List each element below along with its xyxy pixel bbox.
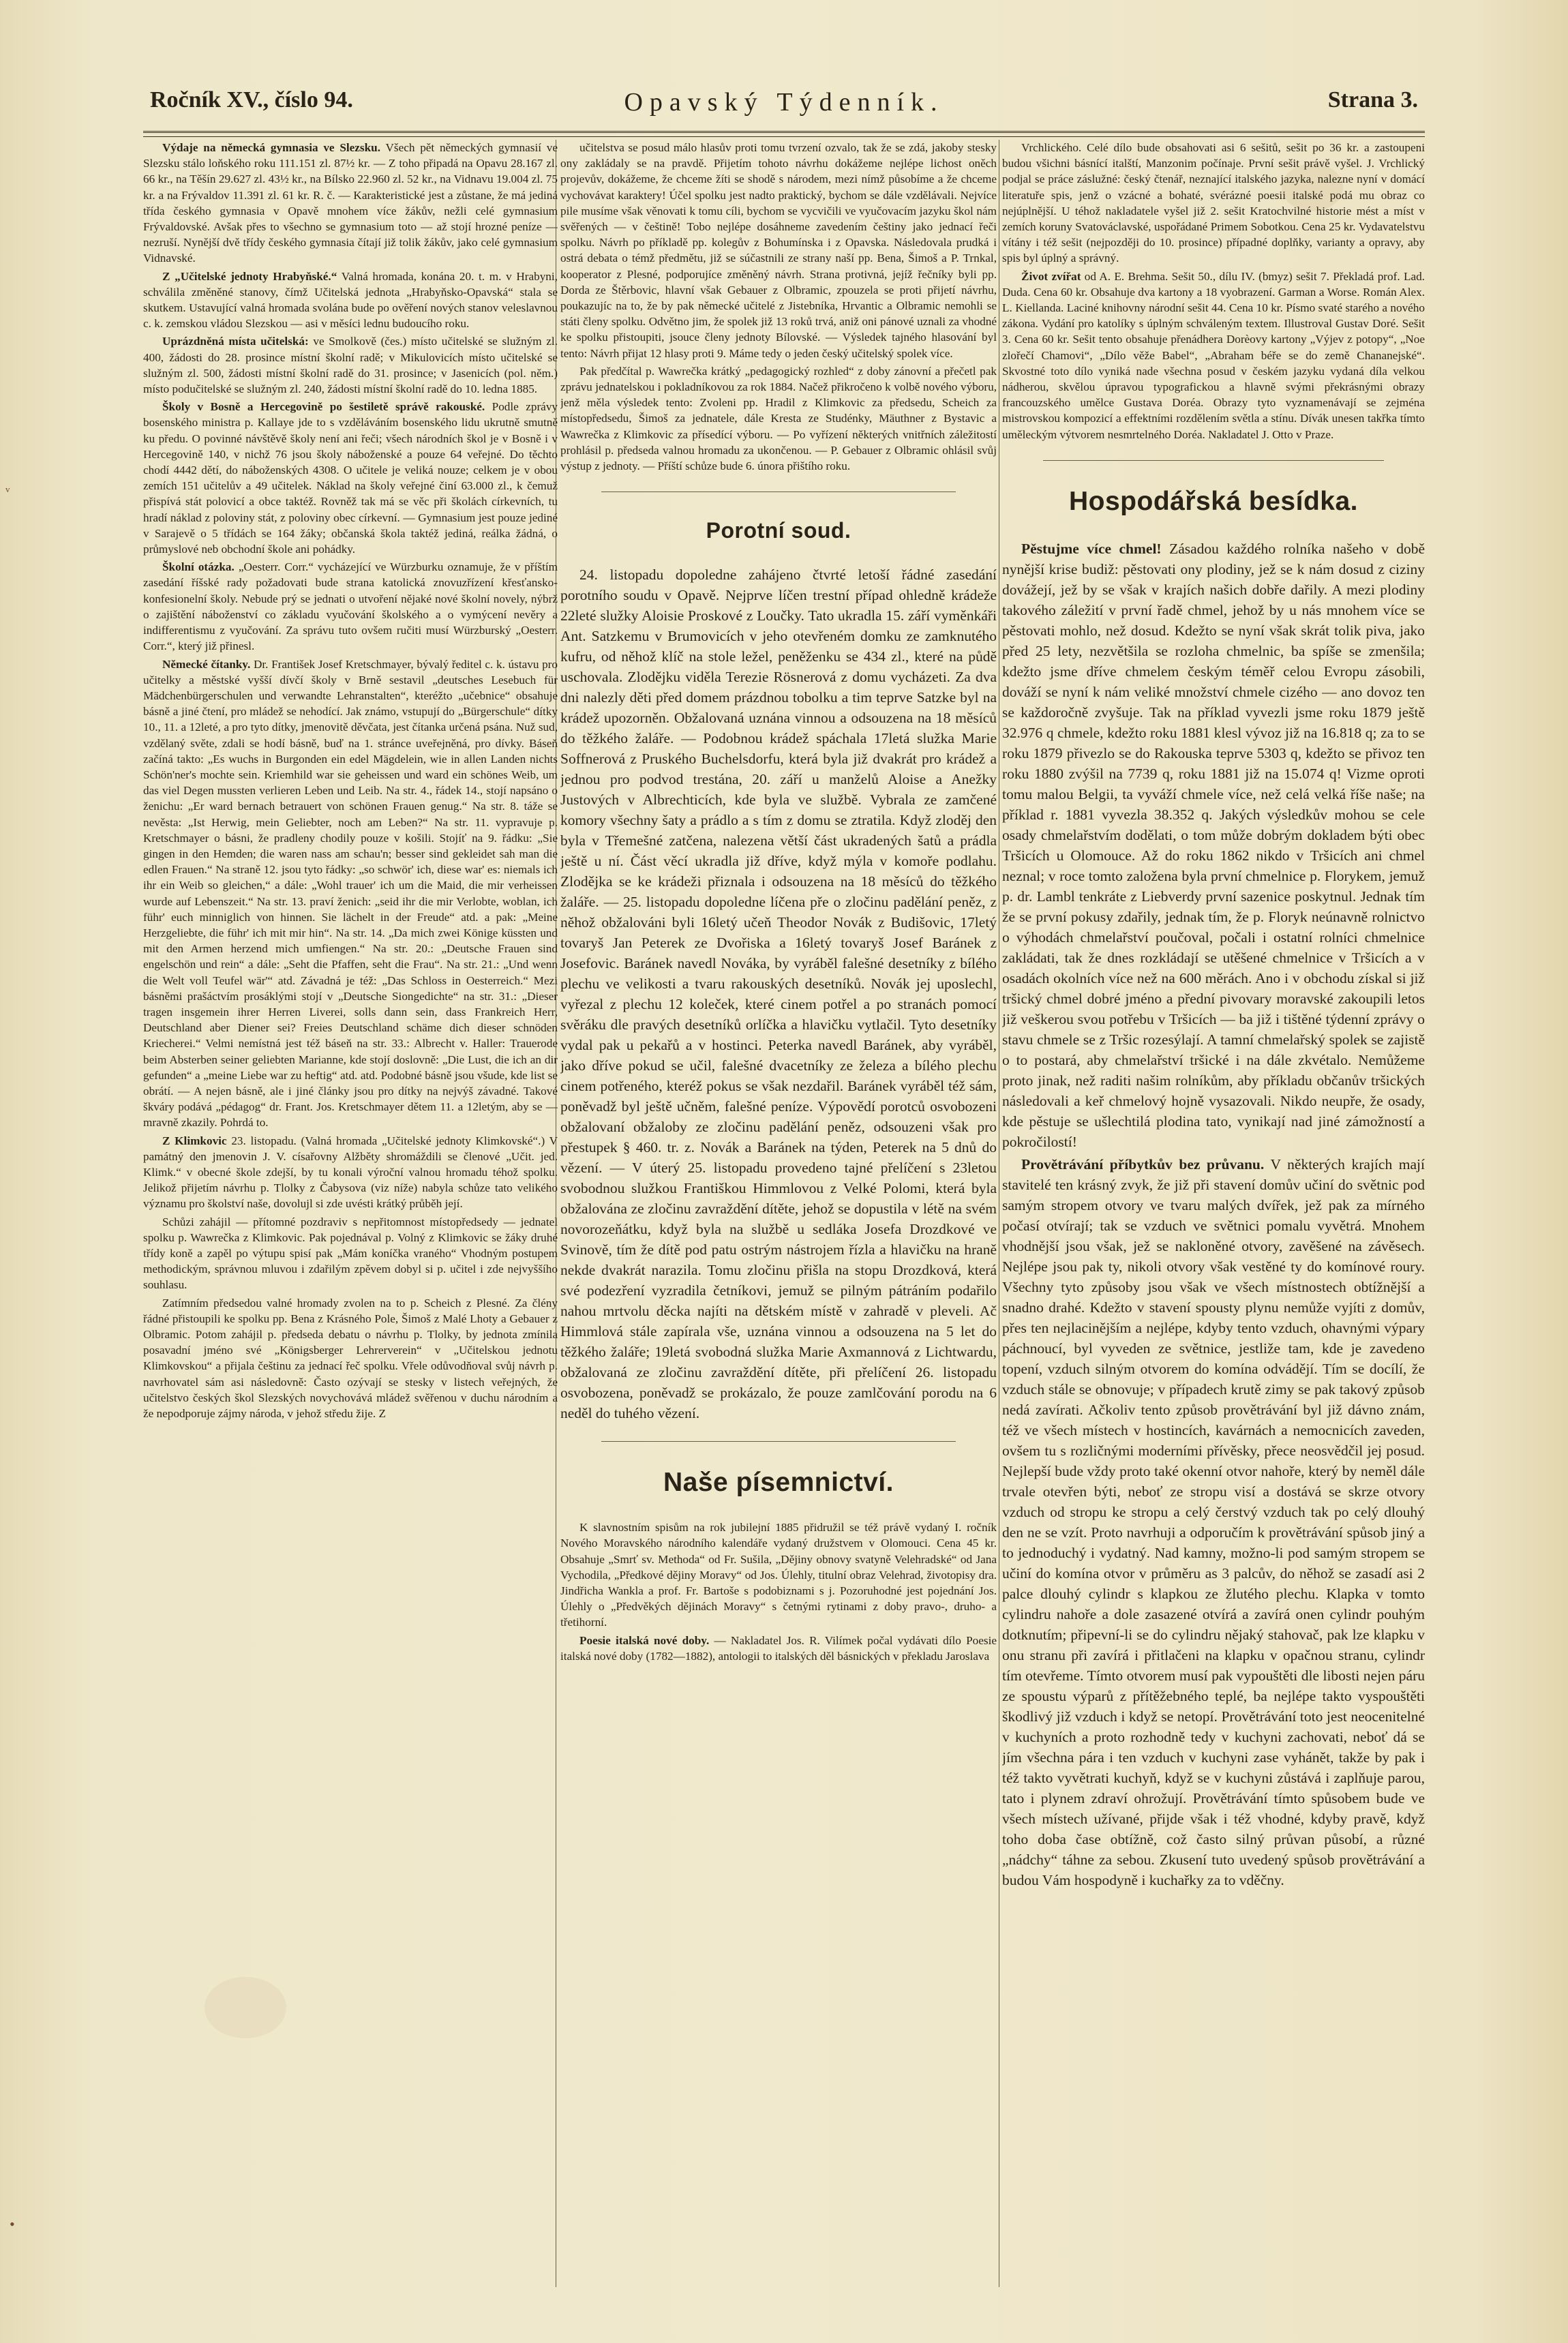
article-text: Podle zprávy bosenského ministra p. Kallaye jde to s vzděláváním bosenského lidu ukrutně smutně ku předu. O povinné návštěvě školy není ani řeči; všech národních škol je v Bosně i v Hercegovině 140, v nichž 76 jsou školy náboženské a pouze 64 veřejné. Do těchto chodí 4442 dětí, do náboženských 4308. O učitele je veliká nouze; celkem je v obou zemích 151 učitelův a 49 učitelek. Náklad na školy veřejné činí 63.000 zl., k čemuž přispívá stát polovicí a obce taktéž. Rovněž tak má se věc při školách církevních, tu hradí náklad z poloviny stát, z poloviny obec církevní. — Gymnasium jest pouze jediné v Sarajevě o 5 třídách se 164 žáky; občanská škola taktéž jediná, reálka žádná, o průmyslové neb obchodní škole ani pohádky.	[143, 400, 558, 556]
article-headline: Život zvířat	[1021, 269, 1081, 283]
article-headline: Výdaje na německá gymnasia ve Slezsku.	[162, 141, 381, 154]
section-heading: Naše písemnictví.	[663, 1468, 894, 1498]
article-text: Zásadou každého rolníka našeho v době nynější krise budiž: pěstovati ony plodiny, jež se k nám dosud z ciziny dovážejí, jež by se však v krajích našich dobře dařily. A mezi plodiny takového záležití v první řadě chmel, jehož by u nás mnohem více se pěstovati mohlo, než dosud. Kdežto se nyní však skrát tolik piva, jako před 25 lety, nezvětšila se rozloha chmelnic, ba spíše se zmenšila; kdežto jsme dříve chmelem českým téměř celou Evropu zásobili, dováží se nyní k nám veliké množství chmele cizého — ano dovoz ten se každoročně zvyšuje. Tak na příklad vyvezli jsme roku 1879 ještě 32.976 q chmele, kdežto roku 1881 klesl vývoz již na 16.818 q; za to se roku 1879 přivezlo se do Rakouska teprve 5303 q, kdežto se přivoz ten roku 1880 zvýšil na 7739 q, roku 1881 již na 15.074 q! Vizme oproti tomu malou Belgii, ta vyváží chmele více, než celá velká říše naše; na příklad r. 1881 vyvezla 38.352 q. Jakých výsledkův mohou se cele osady chmelařstvím dodělati, o tom může dobrým dokladem býti obec Tršicích u Olomouce. Až do roku 1862 nikdo v Tršicích ani chmel neznal; v roce tomto založena byla první chmelnice p. Florykem, jemuž p. dr. Lambl tenkráte z Liebverdy první sazenice poskytnul. Jednak tím že se první pokusy zdařily, jednak tím, že p. Floryk neúnavně rolnictvo o výhodách chmelařství poučoval, počali i ostatní rolníci chmelnice zakládati, tak že dnes rozkládají se utěšené chmelnice v Tršicích a v osadách okolních více než na 600 měrách. Ano i v obchodu získal si již tršický chmel dobré jméno a přední pivovary moravské zakoupili letos již veškerou svou potřebu v Tršicích — ba již i tištěné týdenní zprávy o stavu chmele se z Tršic rozesýlají. A tamní chmelařský spolek se zajistě o to postará, aby chmelařství tršické i na dále zkvétalo. Nemůžeme proto jinak, než raditi našim rolníkům, aby příkladu občanův tršických následovali a keř chmelový hojně vysazovali. Nikdo neupře, že osady, kde pěstuje se ušlechtilá plodina tato, vynikají nad jiné zámožností a pokročilostí!	[1002, 540, 1425, 1150]
article-paragraph	[143, 559, 558, 654]
margin-mark: ᵥ	[5, 477, 10, 494]
article-text: Valná hromada, konána 20. t. m. v Hrabyni, schválila změněné stanovy, čímž Učitelská jednota „Hrabyňsko-Opavská“ stala se skutkem. Ustavující valná hromada svolána bude po ověření nových stanov veleslavnou c. k. zemskou vládou Slezskou — asi v měsíci lednu budoucího roku.	[143, 269, 558, 331]
section-heading: Porotní soud.	[706, 518, 851, 543]
article-paragraph	[143, 1133, 558, 1212]
article-paragraph	[1002, 1154, 1425, 1890]
article-text: Pak předčítal p. Wawrečka krátký „pedagogický rozhled“ z doby zánovní a přečetl pak zprávu jednatelskou i pokladníkovou za rok 1884. Načež přikročeno k volbě nového výboru, jenž měla výsledek tento: Zvoleni pp. Hradil z Klimkovic za předsedu, Scheich za místopředsedu, Šimoš za jednatele, dále Kresta ze Studénky, Mäuthner z Bystavic a Wawrečka z Klimkovic za přísedící výboru. — Po vyřízení některých vnitřních záležitostí prohlásil p. předseda valnou hromadu za ukončenou. — P. Gebauer z Olbramic ohlásil svůj výstup z jednoty. — Příští schůze bude 6. února přištího roku.	[560, 364, 997, 473]
article-text: Zatímním předsedou valné hromady zvolen na to p. Scheich z Plesné. Za člény řádné přistoupili ke spolku pp. Bena z Krásného Pole, Šimoš z Malé Lhoty a Gebauer z Olbramic. Potom zahájil p. předseda debatu o návrhu p. Tlolky, by jednota zmínila posavadní jméno své „Königsberger Lehrerverein“ v „Učitelskou jednotu Klimkovskou“ a přijala češtinu za jednací řeč spolku. Vřele odůvodňoval svůj návrh p. navrhovatel sám asi následovně: Často ozývají se stesky v listech veřejných, že učitelstvo českých škol Slezských novychovává mládež svěřenou v duchu národním a že nepodporuje zájmy národa, v jehož středu žije. Z	[143, 1296, 558, 1421]
article-text: — Nakladatel Jos. R. Vilímek počal vydávati dílo Poesie italská nové doby (1782—1882), antologii to italských děl básnických v překladu Jaroslava	[560, 1633, 997, 1663]
article-headline: Z Klimkovic	[162, 1134, 227, 1147]
article-text: K slavnostním spisům na rok jubilejní 1885 přidružil se též právě vydaný I. ročník Nového Moravského národního kalendáře vydaný družstvem v Olomouci. Cena 45 kr. Obsahuje „Smrť sv. Methoda“ od Fr. Sušila, „Dějiny obnovy svatyně Velehradské“ od Jana Vychodila, „Předkové dějiny Moravy“ od Jos. Úlehly, titulní obraz Velehrad, životopisy dra. Jindřicha Wankla a prof. Fr. Bartoše s podobiznami s j. Pozoruhodné jest pojednání Jos. Úlehly o „Předvěkých dějinách Moravy“ s četnými rytinami z doby pravo-, druho- a třetihorní.	[560, 1521, 997, 1629]
article-paragraph	[1002, 539, 1425, 1152]
article-paragraph	[560, 1633, 997, 1664]
article-paragraph	[143, 1295, 558, 1422]
article-headline: Německé čítanky.	[162, 657, 251, 671]
column-middle	[560, 140, 997, 2287]
column-right	[1002, 140, 1425, 2287]
article-text: ve Smolkově (čes.) místo učitelské se služným zl. 400, žádosti do 28. prosince místní školní radě; v Mikulovicích místo učitelské se služným zl. 500, žádosti místní školní radě do 31. prosince; v Jasenicích (pol. něm.) místo podučitelské se služným zl. 240, žádosti místní školní radě do 10. ledna 1885.	[143, 335, 558, 396]
article-paragraph	[143, 1214, 558, 1293]
article-text: 23. listopadu. (Valná hromada „Učitelské jednoty Klimkovské“.) V památný den jmenovin J. V. císařovny Alžběty shromáždili se členové „Učit. jed. Klimk.“ v obecné škole zdejší, by tu konali výroční valnou hromadu téhož spolku. Jelikož přijetím návrhu p. Tlolky z Čabysova (viz níže) nabyla schůze tato velikého významu pro školství naše, dovolujl si zde uvésti krátký průběh její.	[143, 1134, 558, 1211]
article-headline: Uprázdněná místa učitelská:	[162, 335, 309, 348]
article-paragraph	[1002, 140, 1425, 267]
article-text: Schůzi zahájil — přítomné pozdraviv s nepřitomnost místopředsedy — jednatel spolku p. Wawrečka z Klimkovic. Pak pojednával p. Volný z Klimkovic se žáky druhé třídy koně a zapěl po výtupu spisí pak „Mám koníčka vraného“ Vhodným postupem methodickým, správnou mluvou i zdařilým zpěvem dobyl si p. učitel i zde nejvyššího souhlasu.	[143, 1215, 558, 1292]
article-paragraph	[560, 140, 997, 361]
article-paragraph	[560, 1520, 997, 1630]
article-paragraph	[143, 269, 558, 332]
article-paragraph	[1002, 269, 1425, 442]
article-text: 24. listopadu dopoledne zahájeno čtvrté letoší řádné zasedání porotního soudu v Opavě. Nejprve líčen trestní případ ohledně krádeže 22leté služky Aloisie Proskové z Loučky. Tato ukradla 15. září vyměnkáři Ant. Satzkemu v Brumovicích v jeho otevřeném domku ze zamknutého kufru, od něhož klíč na stole ležel, peněženku se 434 zl., které na půdě uschovala. Zlodějku viděla Terezie Rösnerová z domu vycházeti. Za dva dni nalezly děti před domem prázdnou tobolku a tim teprve Satzke byl na krádež upozorněn. Obžalovaná uznána vinnou a odsouzena na 18 měsíců do těžkého žaláře. — Podobnou krádež spáchala 17letá služka Marie Soffnerová z Pruského Buchelsdorfu, která byla již dvakrát pro krádež a jednou pro podvod trestána, 20. září u manželů Aloise a Anežky Justových v Albrechticích, kde byla ve službě. Vybrala ze zamčené komory všechny šaty a prádlo a s tím z domu se ztratila. Když zloděj den byla v Třemešné zatčena, nalezena větší část ukradených šatů a prádla ještě u ní. Část věcí ukradla již dříve, když mýla v komoře podlahu. Zlodějka se ke krádeži přiznala i odsouzena na 18 měsíců do těžkého žaláře. — 25. listopadu dopoledne líčena pře o zločinu padělání peněz, z něhož obžalováni byli 16letý učeň Theodor Novák z Budišovic, 17letý tovaryš Jan Peterek ze Dvořiska a 16letý tovaryš Josef Baránek z Josefovic. Baránek navedl Nováka, by vyráběl falešné desetníky z bílého plechu ve velikosti a tvaru rakouských desetníků. Novák jej uposlechl, vyřezal z plechu 12 koleček, které cinem potřel a po stranách pomocí svěráku dle pravých desetníků orlíčka a hlavičku vytlačil. Tyto desetníky vydal pak u pekařů a v hostinci. Peterka navedl Baránek, aby vyráběl, jako dříve pokud se učil, falešné dvacetníky ze železa a bílého plechu cinem potřeného, kteréž pokus se však nezdařil. Baránek vyráběl též sám, poněvadž byl ještě učněm, falešné peníze. Výpovědí porotců osvobozeni obžalovaní obžaloby ze zločinu padělání peněz, odsouzeni však pro přestupek § 460. tr. z. Novák a Baránek na týden, Peterek na 5 dnů do vězení. — V úterý 25. listopadu provedeno tajné přelíčení s 23letou svobodnou služkou Františkou Himmlovou z Velké Polomi, která byla obžalována ze zločinu zavraždění dítěte, jehož se dopustila v létě na svém novorozeňátku, když byla na službě u sedláka Josefa Drozdkové ve Svinově, tím že dítě pod patu ostrým nástrojem řízla a hlavičku na hraně nekde dvakrát narazila. Tomu zločinu přišla na stopu Drozdková, která své podezření vyzradila četníkovi, jemuž se pilným pátráním podařilo nahou mrtvolu děcka najíti na dětském místě v zahradě v pleveli. Ač Himmlová stále zapírala vše, uznána vinnou a odsouzena na 5 let do těžkého žaláře; 19letá svobodná služka Marie Axmannová z Lichtwardu, obžalovaná ze zločinu zavraždění dítěte, při přelíčení 26. listopadu osvobozena, poněvadž se prokázalo, že pouze zamlčování porodu na 6 neděl do tuhého vězení.	[560, 566, 997, 1422]
article-headline: Školy v Bosně a Hercegovině po šestiletě správě rakouské.	[162, 400, 485, 414]
section-heading: Hospodářská besídka.	[1069, 486, 1358, 516]
article-paragraph	[560, 363, 997, 474]
header-rule	[143, 131, 1425, 137]
newspaper-title: Opavský Týdenník.	[624, 88, 944, 117]
article-text: V některých krajích mají stavitelé ten krásný zvyk, že již při stavení domův učiní do světnic pod samým stropem otvory ve tvaru malých dvířek, jež pak za mírného počasí otvírají; tak se vzduch ve světnici pomalu vyvětrá. Mnohem vhodnější jsou však, jež se nakloněné otvory, zavěšené na závěsech. Nejlépe jsou pak ty, nikoli otvory však vestěné ty do komínové roury. Všechny tyto způsoby jsou však ve všech místnostech obtížnější a snadno drahé. Kdežto v stavení spousty plynu nemůže vyjíti z domův, přes ten nejlacinějším a nejlépe, kdyby tento vzduch, ohavnými výpary páchnoucí, byl vyveden ze světnice, jestliže tam, kde je zavedeno topení, vzduch silným otvorem do komína odvádějí. Tím se docílí, že vzduch stále se obnovuje; v případech krutě zimy se pak takový způsob nedá zavírati. Ačkoliv tento způsob provětrávání byl již dávno znám, též ve všech místech v hostincích, kavárnách a nemocnicích zaveden, ovšem tu s rozličnými moderními přívěsky, přece neosvědčil jej posud. Nejlepší bude vždy proto také okenní otvor nahoře, který by neměl dále trvale otevřen býti, neboť ze stropu visí a dostává se skrze otvory vzduch od stropu ke stropu a celý čerstvý vzduch tak po celý dlouhý den ne se vzít. Proto navrhuji a odporučím k provětrávání spůsob jiný a to jednoduchý i vydatný. Nad kamny, možno-li pod samým stropem se učiní do komína otvor v průměru as 3 palcův, do něhož se zasadí asi 2 palce dlouhý cylindr s klapkou ze žlutého plechu. Klapka v tomto cylindru nahoře a dole zasazené otvírá a zavírá onen cylindr pouhým dotknutím; připevní-li se do cylindru nějaký stahovač, pak lze klapku v onu stranu při zavírá i přitlačeni na klapku v opačnou stranu, cylindr tím otevřeme. Tímto otvorem musí pak vypouštěti dle libosti nejen páru ze spoustu výparů z přítěžebného teplé, ba nejlépe takto vyspouštěti škodlivý již vzduch i když se netopí. Provětrávání toto jest neocenitelné v kuchyních a proto rozhodně tedy v kuchyni zachovati, neboť dá se jím všechna pára i ten vzduch v kuchyni zase vyhánět, takže by pak i též takto vyvětrati kuchyň, když se v kuchyni zůstává i zaplňuje parou, tato i plynem zdraví ohrožují. Provětrávání tímto spůsobem bude ve všech místech užívané, přijde však i též vhodné, kdyby pravě, když toho doba čase obtížně, což často silný průvan působí, a různé „nádchy“ táhne za sebou. Zkusení tuto uvedený spůsob provětrávání a budou Vám hospodyně i kuchařky za to vděčny.	[1002, 1155, 1425, 1888]
article-text: Všech pět německých gymnasií ve Slezsku stálo loňského roku 111.151 zl. 87½ kr. — Z toho připadá na Opavu 28.167 zl. 66 kr., na Těšín 29.627 zl. 43½ kr., na Bílsko 22.960 zl. 52 kr., na Vidnavu 19.004 zl. 75 kr. a na Frývaldov 11.391 zl. 61 kr. R. č. — Karakteristické jest a zůstane, že má jediná třída českého gymnasia v Opavě mnohem více žákův, nežli celé gymnasium Frývaldovské. Avšak přes to všechno se gymnasium toto — až stojí hrozné peníze — nezruší. Nynější dvě třídy českého gymnasia čítají již tolik žákův, jako celé gymnasium Vidnavské.	[143, 141, 558, 265]
section-rule	[601, 1441, 956, 1442]
article-paragraph	[143, 140, 558, 267]
article-paragraph	[143, 333, 558, 397]
article-headline: Provětrávání příbytkův bez průvanu.	[1021, 1155, 1265, 1173]
article-text: učitelstva se posud málo hlasův proti tomu tvrzení ozvalo, tak že se zdá, jakoby stesky ony zakládaly se na pravdě. Přijetím tohoto návrhu dokážeme nejlépe lichost oněch projevův, dokážeme, že chceme žíti se shodě s národem, mezi nímž působíme a že chceme vychovávat karaktery! Účel spolku jest nadto praktický, bychom se dále vzdělávali. Nejvíce pile musíme však věnovati k tomu cíli, bychom se vycvičili ve vyučovacím jazyku škol nám svěřených — v češtině! Tobo nejlépe dosáhneme zavedením češtiny jako jednací řeči spolku. Návrh po příkladě pp. kolegův z Bohumínska i z Opavska. Následovala prudká i ostrá debata o témž předmětu, již se súčastnili ze strany naší pp. Bena, Šimoš a P. Trnkal, kooperator z Plesné, podporujíce změněný návrh. Strana protivná, jejíž řečníky byli pp. Dorda ze Štěrbovic, hlavní však Gebauer z Olbramic, zpouzela se proti přijetí návrhu, poukazujíc na to, že by pak německé učitelé z Jistebníka, Hrvantic a Olbramic nemohli se státi členy spolku. Odvětno jim, že spolek již 13 roků trvá, aniž oni pánové uznali za vhodné ke spolku přistoupiti, jsouce členy jednoty Bílovské. — Výsledek tajného hlasování byl tento: Návrh přijat 12 hlasy proti 9. Máme tedy o jeden český učitelský spolek více.	[560, 141, 997, 360]
article-headline: Školní otázka.	[162, 560, 235, 574]
page-header	[143, 87, 1425, 128]
section-rule	[1043, 460, 1384, 461]
article-paragraph	[143, 399, 558, 557]
page-number: Strana 3.	[1327, 87, 1418, 112]
article-text: Dr. František Josef Kretschmayer, bývalý ředitel c. k. ústavu pro učitelky a městské vyšší dívčí školy v Brně sestavil „deutsches Lesebuch für Mädchenbürgerschulen und verwandte Lehranstalten“, kteréžto „učebnice“ obsahuje básně a jiné čtení, pro mládež se nehodící. Jak známo, vstupují do „Bürgerschule“ dítky 10., 11. a 12leté, a pro tyto dítky, jmenovitě děvčata, jest čítanka určená psána. Nuž sud, vzdělaný světe, zdali se hodí básně, buď na 1. stránce uveřejněná, pro dívky. Báseň začíná takto: „Es wuchs in Burgonden ein edel Mägdelein, wie in allen Landen nichts Schön'ner's mochte sein. Kriemhild war sie geheissen und ward ein schönes Weib, um das viel Degen mussten verlieren Leben und Leib. Na str. 4., řádek 14., stojí napsáno o ženichu: „Er ward bernach betrauert von schönen Frauen genug.“ Na str. 8. táže se nevěsta: „Ist Herwig, mein Geliebter, noch am Leben?“ Na str. 11. vypravuje p. Kretschmayer o básni, že pradleny chodily pouze v košili. Stojíť na 9. řádku: „Sie gingen in den Hemden; die waren nass am schau'n; besser sind gekleidet sah man die edlen Frauen.“ Na straně 12. jsou tyto řádky: „so schwör' ich, diese war' es: niemals ich ihr ein Weib so gleichen,“ a dále: „Wohl trauer' ich um die Maid, die mir verheissen wurde auf Lebenszeit.“ Na str. 13. praví ženich: „seid ihr die mir Verlobte, woblan, ich führ' euch minniglich von hinnen. Sie lächelt in der Freude“ atd. a pak: „Meine Herzgeliebte, die führ' ich mit mir hin“. Na str. 14. „Da mich zwei Könige küssten und mit den Armen herzend mich umfiengen.“ Na str. 20.: „Deutsche Frauen sind engelschön und rein“ a dále: „Seht die Pfaffen, seht die Frau“. Na str. 21.: „Und wenn die Welt voll Teufel wär'“ atd. Závadná je též: „Das Schloss in Oesterreich.“ Mezi básněmi prašáctvím prosáklými stojí v „Deutsche Siongedichte“ na str. 31.: „Dieser tragen insgemein ihrer Herren Liverei, solls dann sein, dass Frankreich Herr, Deutschland aber Diener sei? Freies Deutschland schäme dich dieser schnöden Kriecherei.“ Velmi nemístná jest též báseň na str. 33.: Albrecht v. Haller: Trauerode beim Absterben seiner geliebten Marianne, kde stojí doslovně: „Die Lust, die ich an dir gefunden“ a „meine Liebe war zu heftig“ atd. atd. Podobné básně jsou všude, kde list se obrátí. — A nejen básně, ale i jiné články jsou pro dítky na nejvýš závadné. Takové škváry podává „pédagog“ dr. Frant. Jos. Kretschmayer dětem 11. a 12letým, aby se — mravně zkazily. Pohrdá to.	[143, 657, 558, 1130]
margin-mark: •	[10, 2216, 15, 2233]
article-paragraph	[143, 656, 558, 1131]
article-text: „Oesterr. Corr.“ vycházející ve Würzburku oznamuje, že v příštím zasedání říšské rady požadovati bude strana katolická znovuzřízení křesťansko-konfesionelní školy. Nebude prý se jednati o utvoření nějaké nové školní novely, nýbrž o zajištění náboženství co základu vyučování školského a o vymýcení nevěry a indifferentismu z vyučování. Za správu tuto ovšem ručiti musí Würzburský „Oesterr. Corr.“, který již přinesl.	[143, 560, 558, 653]
issue-number: Ročník XV., číslo 94.	[150, 87, 353, 112]
column-left	[143, 140, 558, 2287]
article-paragraph	[560, 564, 997, 1423]
article-headline: Pěstujme více chmel!	[1021, 540, 1162, 557]
article-text: od A. E. Brehma. Sešit 50., dílu IV. (bmyz) sešit 7. Překladá prof. Lad. Duda. Cena 60 kr. Obsahuje dva kartony a 18 vyobrazení. Garman a Worse. Román Alex. L. Kiellanda. Laciné knihovny národní sešit 44. Cena 10 kr. Písmo svaté starého a nového zákona. Vydání pro katolíky s úplným schváleným textem. Illustroval Gustav Doré. Sešit 3. Cena 60 kr. Sešit tento obsahuje přenádhera Dorèovy kartony „Výjev z potopy“, „Noe zlořečí Chamovi“, „Dílo věže Babel“, „Abraham béře se do země Chananejské“. Skvostné toto dílo vyniká nade všechna posud v českém jazyku vydaná díla velkou nádherou, skvělou úpravou typografickou a hlavně svými překrásnými obrazy francouzského umělce Gustava Doréa. Obrazy tyto vyznamenávají se zejména mistrovskou kompozicí a effektními rozdělením světla a stínu. Dívák unesen takřka tímto uměleckým výtvorem nesmrtelného Doréa. Nakladatel J. Otto v Praze.	[1002, 269, 1425, 441]
article-headline: Poesie italská nové doby.	[579, 1633, 710, 1647]
article-text: Vrchlického. Celé dílo bude obsahovati asi 6 sešitů, sešit po 36 kr. a zastoupeni budou všichni básnící italští, Manzonim počínaje. První sešit právě vyšel. J. Vrchlický podjal se práce záslužné: český čtenář, neznající italského jazyka, nalezne nyní v domácí literatuře spis, jenž o vzácné a bohaté, svérázné poesii italské podá mu obraz co nejúplnější. U téhož nakladatele vyšel již 2. sešit Kratochvilné historie mést a míst v zemích koruny Svatováclavské, uspořádané Primem Sobotkou. Cena 25 kr. Vydavatelstvu vítány i též sešit (nejpozději do 10. prosince) případné doplňky, varianty a opravy, aby spis byl úplný a správný.	[1002, 141, 1425, 265]
article-headline: Z „Učitelské jednoty Hrabyňské.“	[162, 269, 337, 283]
